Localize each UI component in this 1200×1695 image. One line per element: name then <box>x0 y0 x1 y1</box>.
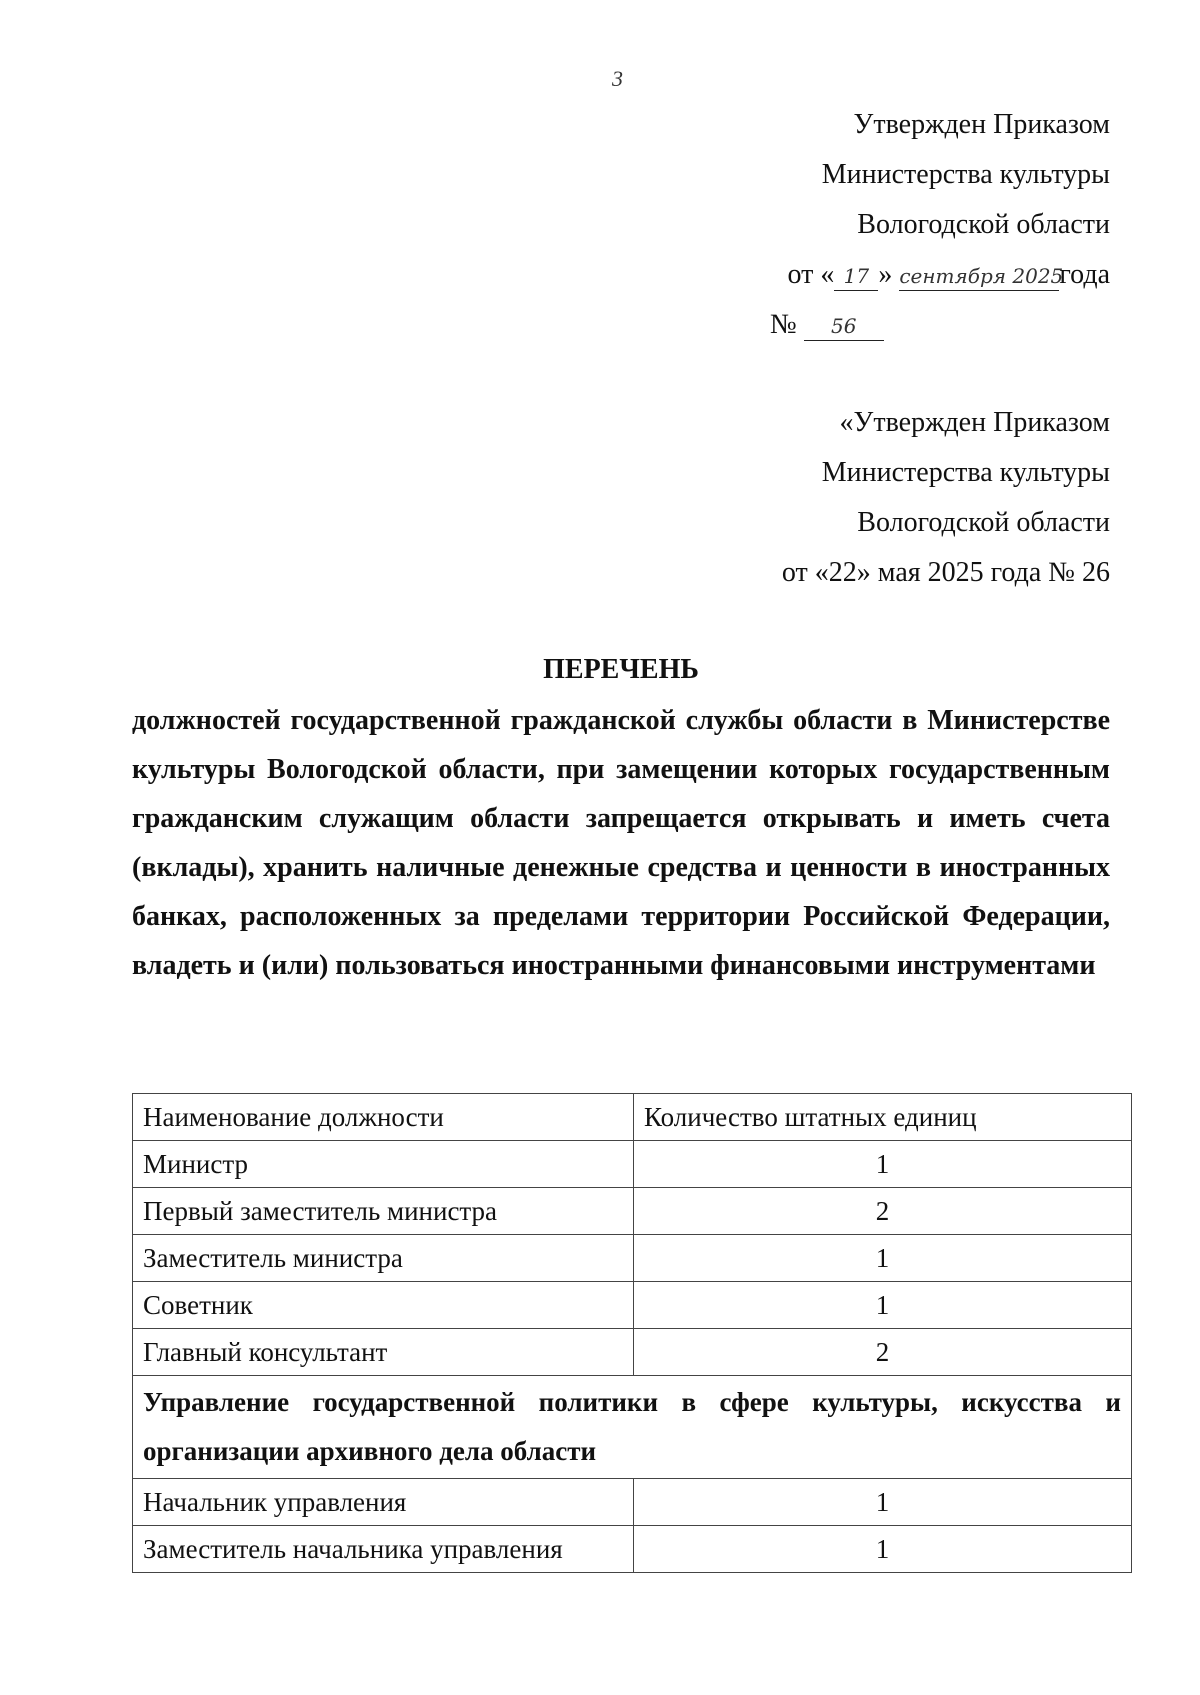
handwritten-number: 56 <box>804 312 884 341</box>
header-staff-count: Количество штатных единиц <box>634 1094 1132 1141</box>
position-name: Заместитель начальника управления <box>133 1526 634 1573</box>
prev-approval-line-1: «Утвержден Приказом <box>839 407 1110 438</box>
header-position-name: Наименование должности <box>133 1094 634 1141</box>
table-row <box>133 1282 1132 1329</box>
approval-line-1: Утвержден Приказом <box>853 109 1110 140</box>
staff-count: 1 <box>634 1282 1132 1329</box>
staff-count: 2 <box>634 1188 1132 1235</box>
position-name: Министр <box>133 1141 634 1188</box>
prev-approval-line-3: Вологодской области <box>857 507 1110 538</box>
date-mid: » <box>878 259 893 290</box>
approval-number <box>770 300 884 350</box>
staff-count: 1 <box>634 1479 1132 1526</box>
date-suffix: года <box>1059 259 1110 290</box>
position-name: Заместитель министра <box>133 1235 634 1282</box>
prev-approval-line-2: Министерства культуры <box>821 457 1110 488</box>
section-heading: Управление государственной политики в сфере культуры, искусства и организации архивного дела области <box>133 1376 1132 1479</box>
table-header-row <box>133 1094 1132 1141</box>
position-name: Главный консультант <box>133 1329 634 1376</box>
staff-count: 1 <box>634 1235 1132 1282</box>
previous-approval-block <box>550 398 1110 598</box>
handwritten-month-year: сентября 2025 <box>899 262 1059 291</box>
table-row <box>133 1188 1132 1235</box>
table-row <box>133 1479 1132 1526</box>
handwritten-day: 17 <box>834 262 878 291</box>
document-title: ПЕРЕЧЕНЬ <box>543 654 699 685</box>
staff-count: 2 <box>634 1329 1132 1376</box>
date-prefix: от « <box>787 259 835 290</box>
table-row <box>133 1141 1132 1188</box>
number-prefix: № <box>770 309 797 340</box>
approval-date <box>550 250 1110 300</box>
table-row <box>133 1235 1132 1282</box>
position-name: Советник <box>133 1282 634 1329</box>
table-row <box>133 1329 1132 1376</box>
prev-approval-line-4: от «22» мая 2025 года № 26 <box>781 557 1110 588</box>
page-number: 3 <box>612 66 623 91</box>
document-subtitle: должностей государственной гражданской службы области в Министерстве культуры Вологодской области, при замещении которых государственным гражданским служащим области запрещается открывать и иметь счета (вклады), хранить наличные денежные средства и ценности в иностранных банках, расположенных за пределами территории Российской Федерации, владеть и (или) пользоваться иностранными финансовыми инструментами <box>132 705 1110 981</box>
table-row <box>133 1526 1132 1573</box>
positions-table <box>132 1093 1132 1573</box>
approval-block <box>550 100 1110 300</box>
staff-count: 1 <box>634 1141 1132 1188</box>
staff-count: 1 <box>634 1526 1132 1573</box>
position-name: Первый заместитель министра <box>133 1188 634 1235</box>
approval-line-2: Министерства культуры <box>821 159 1110 190</box>
table-section-row <box>133 1376 1132 1479</box>
position-name: Начальник управления <box>133 1479 634 1526</box>
approval-line-3: Вологодской области <box>857 209 1110 240</box>
